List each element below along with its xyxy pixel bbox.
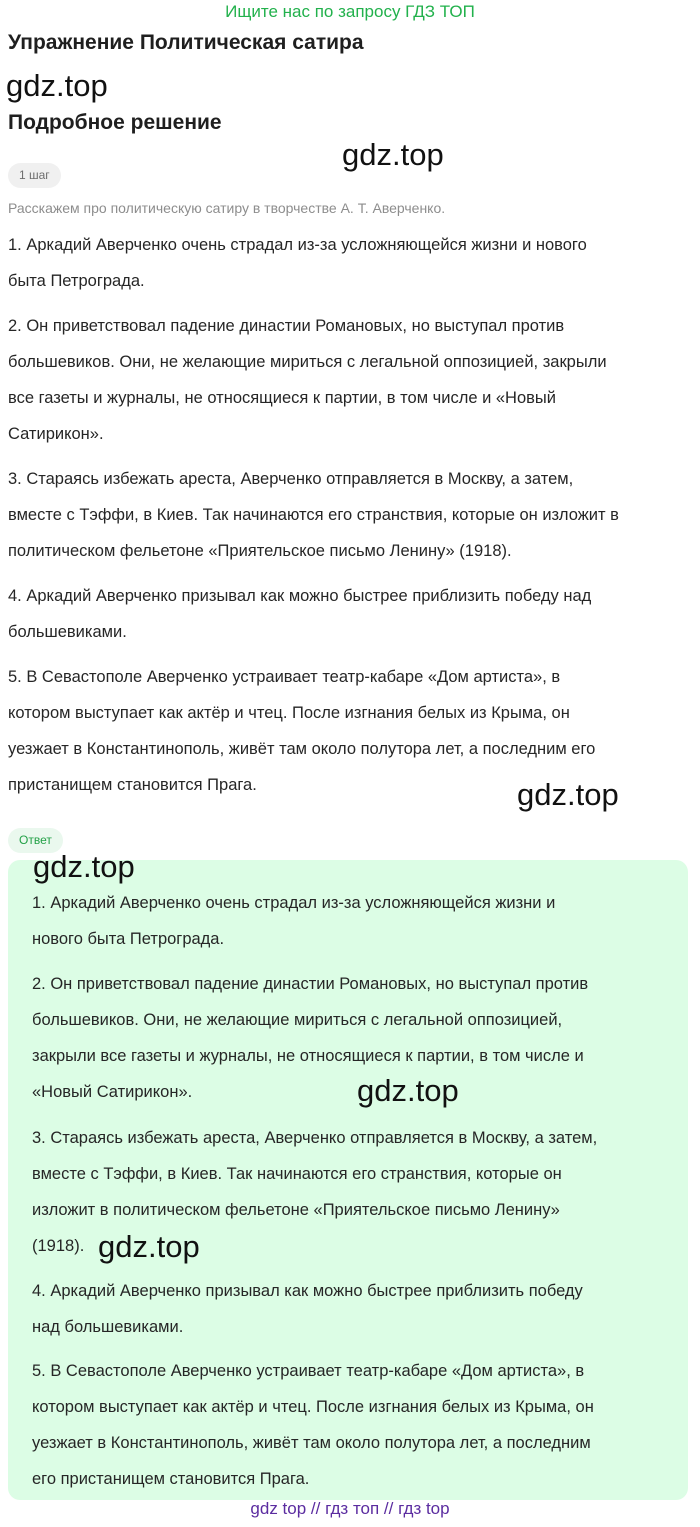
text-line: (1918). bbox=[32, 1237, 85, 1255]
text-line: большевиками. bbox=[8, 623, 127, 641]
text-line: уезжает в Константинополь, живёт там около полутора лет, а последним его bbox=[8, 740, 596, 758]
watermark-logo: gdz.top bbox=[517, 777, 619, 812]
text-line: котором выступает как актёр и чтец. После изгнания белых из Крыма, он bbox=[8, 704, 570, 722]
text-line: вместе с Тэффи, в Киев. Так начинаются его странствия, которые он bbox=[32, 1165, 562, 1183]
step-badge: 1 шаг bbox=[8, 163, 61, 188]
text-line: его пристанищем становится Прага. bbox=[32, 1470, 310, 1488]
text-line: уезжает в Константинополь, живёт там около полутора лет, а последним bbox=[32, 1434, 591, 1452]
text-line: вместе с Тэффи, в Киев. Так начинаются его странствия, которые он изложит в bbox=[8, 506, 619, 524]
text-line: 4. Аркадий Аверченко призывал как можно быстрее приблизить победу над bbox=[8, 587, 592, 605]
answer-badge: Ответ bbox=[8, 828, 63, 853]
text-line: 3. Стараясь избежать ареста, Аверченко отправляется в Москву, а затем, bbox=[8, 470, 574, 488]
text-line: 5. В Севастополе Аверченко устраивает театр-кабаре «Дом артиста», в bbox=[8, 668, 561, 686]
text-line: большевиков. Они, не желающие мириться с легальной оппозицией, bbox=[32, 1011, 563, 1029]
watermark-logo: gdz.top bbox=[33, 849, 135, 884]
text-line: 2. Он приветствовал падение династии Романовых, но выступал против bbox=[8, 317, 565, 335]
text-line: большевиков. Они, не желающие мириться с легальной оппозицией, закрыли bbox=[8, 353, 607, 371]
text-line: над большевиками. bbox=[32, 1318, 184, 1336]
text-line: Сатирикон». bbox=[8, 425, 104, 443]
text-line: 5. В Севастополе Аверченко устраивает театр-кабаре «Дом артиста», в bbox=[32, 1362, 585, 1380]
page-title: Упражнение Политическая сатира bbox=[8, 31, 364, 54]
footer-links: gdz top // гдз топ // гдз top bbox=[250, 1499, 450, 1518]
text-line: 3. Стараясь избежать ареста, Аверченко отправляется в Москву, а затем, bbox=[32, 1129, 598, 1147]
watermark-logo: gdz.top bbox=[6, 68, 108, 103]
text-line: все газеты и журналы, не относящиеся к партии, в том числе и «Новый bbox=[8, 389, 556, 407]
answer-paragraph-2 bbox=[32, 966, 588, 1110]
text-line: 2. Он приветствовал падение династии Романовых, но выступал против bbox=[32, 975, 589, 993]
text-line: 4. Аркадий Аверченко призывал как можно быстрее приблизить победу bbox=[32, 1282, 583, 1300]
watermark-logo: gdz.top bbox=[98, 1229, 200, 1264]
text-line: быта Петрограда. bbox=[8, 272, 145, 290]
answer-paragraph-4 bbox=[32, 1273, 583, 1345]
text-line: нового быта Петрограда. bbox=[32, 930, 225, 948]
search-banner: Ищите нас по запросу ГДЗ ТОП bbox=[225, 2, 475, 21]
text-line: «Новый Сатирикон». bbox=[32, 1083, 193, 1101]
section-heading: Подробное решение bbox=[8, 111, 222, 134]
watermark-logo: gdz.top bbox=[342, 137, 444, 172]
text-line: закрыли все газеты и журналы, не относящиеся к партии, в том числе и bbox=[32, 1047, 584, 1065]
solution-paragraph-4 bbox=[8, 578, 591, 650]
text-line: политическом фельетоне «Приятельское письмо Ленину» (1918). bbox=[8, 542, 512, 560]
answer-paragraph-5 bbox=[32, 1353, 594, 1497]
solution-paragraph-2 bbox=[8, 308, 607, 452]
solution-paragraph-5 bbox=[8, 659, 595, 803]
solution-paragraph-3 bbox=[8, 461, 619, 569]
text-line: изложит в политическом фельетоне «Приятельское письмо Ленину» bbox=[32, 1201, 560, 1219]
watermark-logo: gdz.top bbox=[357, 1073, 459, 1108]
solution-paragraph-1 bbox=[8, 227, 587, 299]
answer-paragraph-1 bbox=[32, 885, 555, 957]
text-line: 1. Аркадий Аверченко очень страдал из-за усложняющейся жизни и bbox=[32, 894, 556, 912]
text-line: котором выступает как актёр и чтец. После изгнания белых из Крыма, он bbox=[32, 1398, 594, 1416]
intro-text: Расскажем про политическую сатиру в творчестве А. Т. Аверченко. bbox=[8, 200, 446, 216]
text-line: пристанищем становится Прага. bbox=[8, 776, 257, 794]
text-line: 1. Аркадий Аверченко очень страдал из-за усложняющейся жизни и нового bbox=[8, 236, 587, 254]
